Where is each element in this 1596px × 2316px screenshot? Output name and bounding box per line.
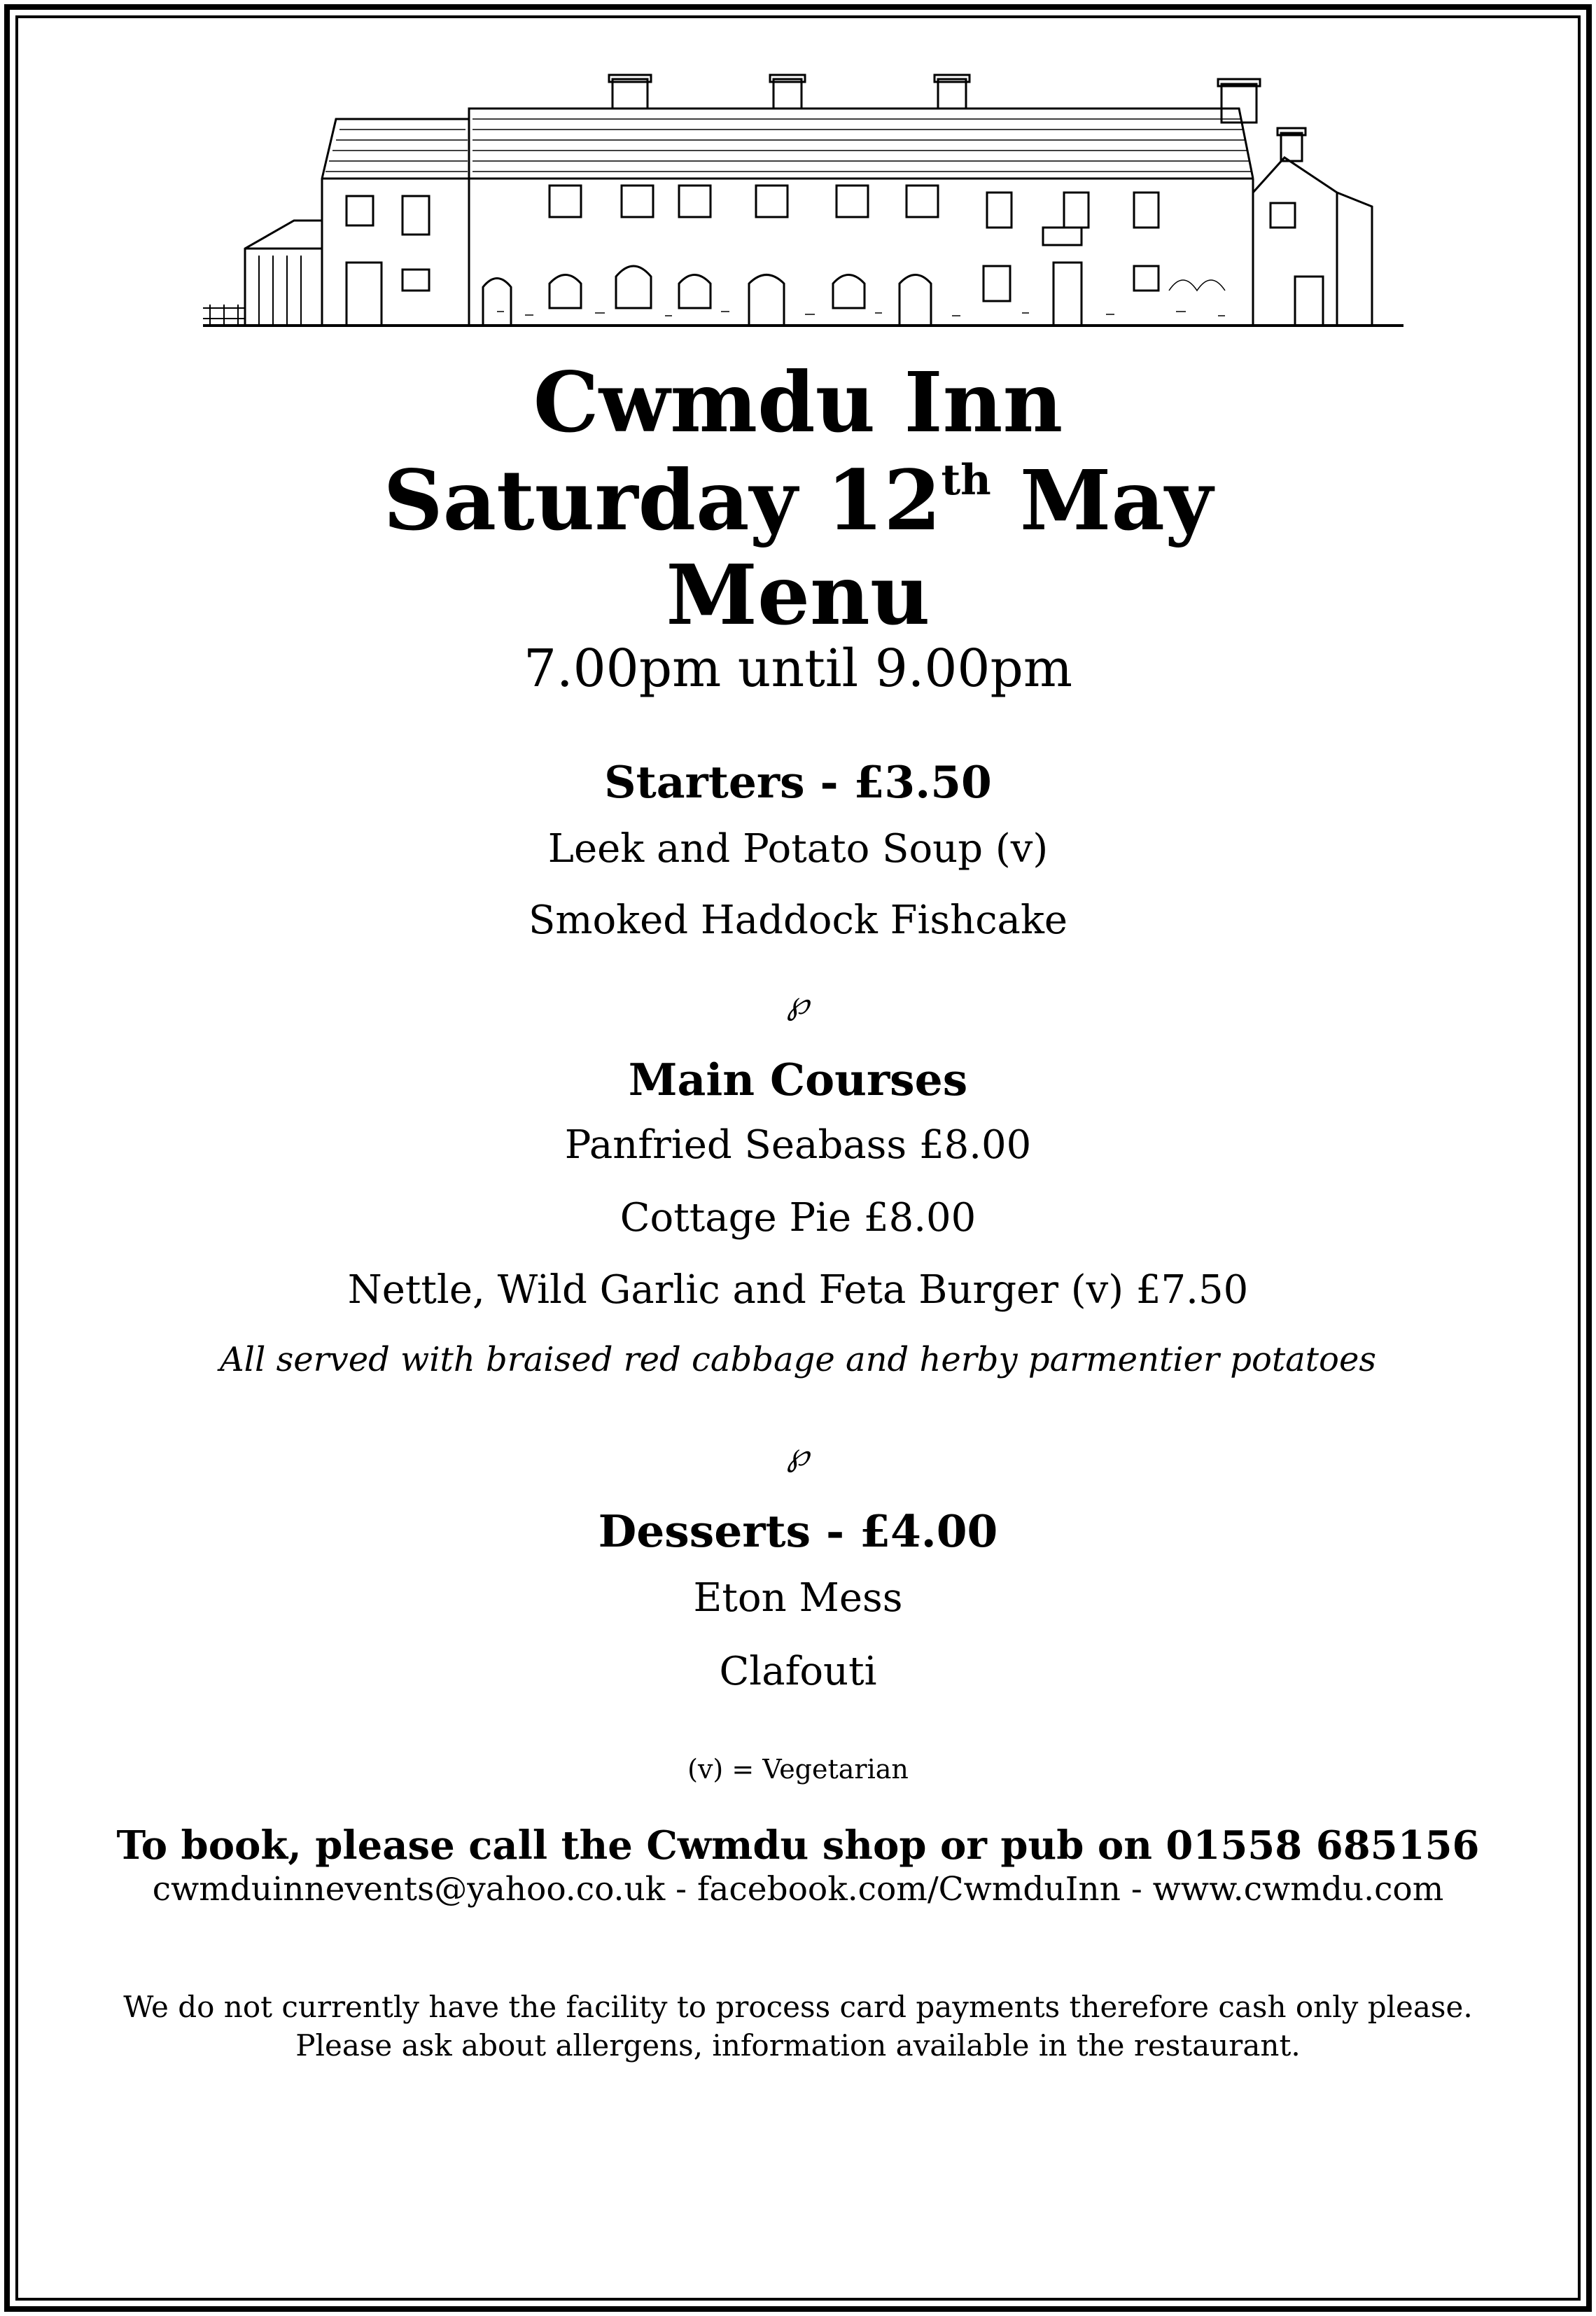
booking-call-line: To book, please call the Cwmdu shop or pub on 01558 685156 — [116, 1822, 1480, 1869]
starters-heading: Starters - £3.50 — [604, 756, 992, 808]
starter-item: Leek and Potato Soup (v) — [547, 826, 1049, 872]
service-time: 7.00pm until 9.00pm — [523, 639, 1073, 699]
venue-title: Cwmdu Inn — [533, 354, 1063, 451]
allergen-note: Please ask about allergens, information available in the restaurant. — [295, 2028, 1301, 2063]
vegetarian-legend: (v) = Vegetarian — [687, 1754, 909, 1785]
date-ordinal-suffix: th — [941, 456, 991, 505]
event-date — [0, 452, 1596, 550]
mains-accompaniment-note: All served with braised red cabbage and herby parmentier potatoes — [220, 1340, 1376, 1379]
desserts-heading: Desserts - £4.00 — [598, 1505, 998, 1557]
ornament-divider: ℘ — [786, 984, 810, 1021]
starter-item: Smoked Haddock Fishcake — [528, 898, 1068, 943]
main-item: Panfried Seabass £8.00 — [564, 1122, 1032, 1168]
main-courses-heading: Main Courses — [628, 1054, 968, 1105]
date-month: May — [1019, 452, 1213, 549]
main-item: Cottage Pie £8.00 — [620, 1195, 976, 1241]
ornament-divider: ℘ — [786, 1435, 810, 1473]
payment-note: We do not currently have the facility to process card payments therefore cash only please. — [123, 1990, 1473, 2024]
date-prefix: Saturday 12 — [383, 452, 941, 549]
contact-links: cwmduinnevents@yahoo.co.uk - facebook.com/CwmduInn - www.cwmdu.com — [152, 1870, 1444, 1909]
inn-building-illustration — [203, 67, 1404, 333]
menu-title: Menu — [666, 546, 930, 643]
dessert-item: Eton Mess — [693, 1575, 903, 1621]
main-item: Nettle, Wild Garlic and Feta Burger (v) £7.50 — [347, 1267, 1249, 1313]
dessert-item: Clafouti — [719, 1649, 877, 1694]
